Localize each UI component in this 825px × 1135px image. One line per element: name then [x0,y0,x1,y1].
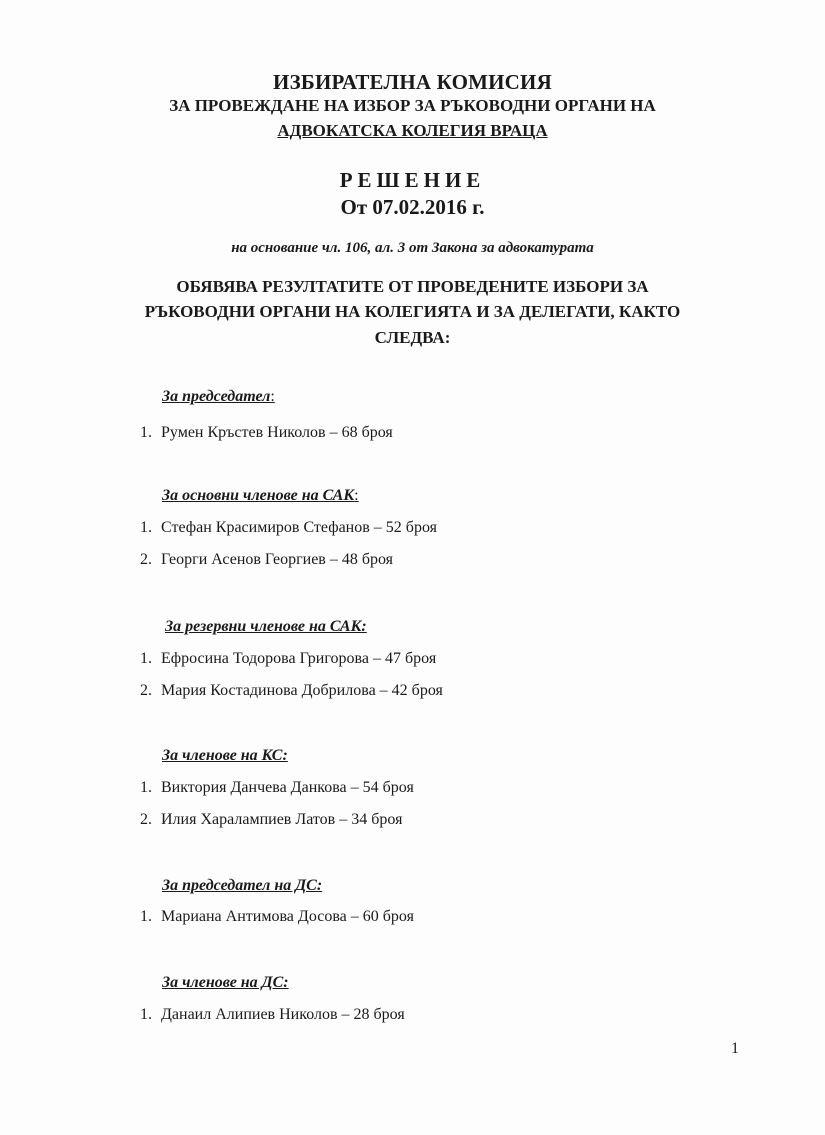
decision-title: РЕШЕНИЕ [339,168,486,192]
legal-basis: на основание чл. 106, ал. 3 от Закона за адвокатурата [231,240,594,256]
section-heading-main-members: За основни членове на САК: [162,487,359,504]
bar-association-name: АДВОКАТСКА КОЛЕГИЯ ВРАЦА [277,121,548,140]
commission-subtitle: ЗА ПРОВЕЖДАНЕ НА ИЗБОР ЗА РЪКОВОДНИ ОРГАНИ НА [169,96,656,115]
list-item: 1. Ефросина Тодорова Григорова – 47 броя [140,650,437,667]
decision-date: От 07.02.2016 г. [340,195,485,219]
announcement-line-2: РЪКОВОДНИ ОРГАНИ НА КОЛЕГИЯТА И ЗА ДЕЛЕГАТИ, КАКТО [144,302,681,321]
section-heading-ds-chairman: За председател на ДС: [162,877,323,894]
list-item: 2. Мария Костадинова Добрилова – 42 броя [140,682,443,699]
announcement-line-3: СЛЕДВА: [374,328,451,347]
list-item: 1. Стефан Красимиров Стефанов – 52 броя [140,519,437,536]
commission-title: ИЗБИРАТЕЛНА КОМИСИЯ [273,70,552,94]
list-item: 1. Виктория Данчева Данкова – 54 броя [140,779,414,796]
section-heading-ds-members: За членове на ДС: [162,974,289,991]
section-heading-ks-members: За членове на КС: [162,747,288,764]
list-item: 1. Мариана Антимова Досова – 60 броя [140,908,414,925]
list-item: 2. Илия Харалампиев Латов – 34 броя [140,811,403,828]
section-heading-reserve-members: За резервни членове на САК: [165,618,367,635]
announcement-line-1: ОБЯВЯВА РЕЗУЛТАТИТЕ ОТ ПРОВЕДЕНИТЕ ИЗБОРИ ЗА [176,277,649,296]
list-item: 1. Румен Кръстев Николов – 68 броя [140,424,393,441]
list-item: 2. Георги Асенов Георгиев – 48 броя [140,551,394,568]
section-heading-chairman: За председател: [162,388,275,405]
page-number: 1 [731,1040,739,1057]
list-item: 1. Данаил Алипиев Николов – 28 броя [140,1006,405,1023]
